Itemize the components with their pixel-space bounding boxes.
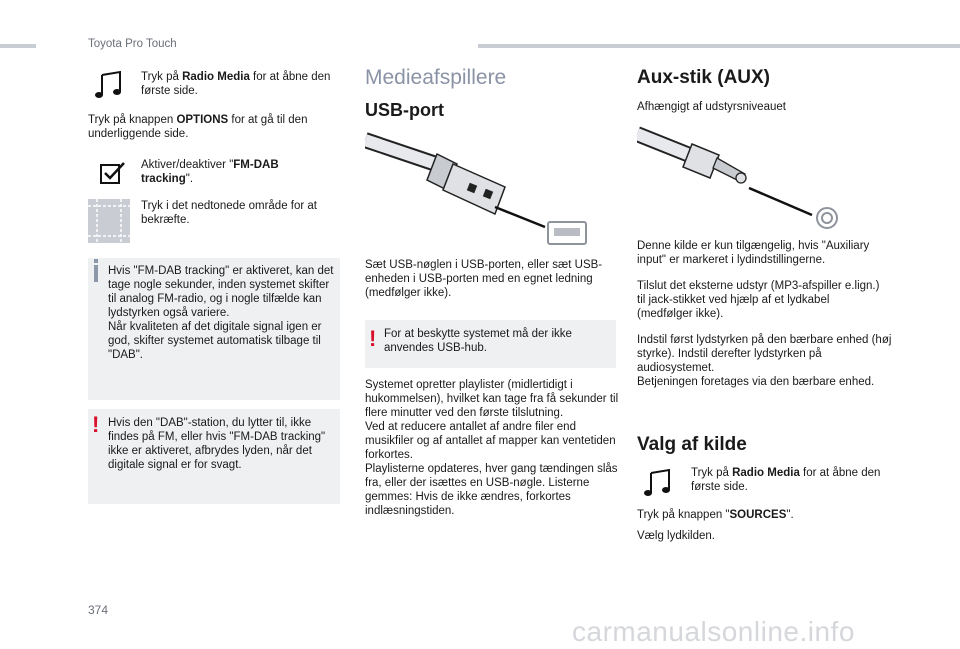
info-text: Hvis "FM-DAB tracking" er aktiveret, kan det tage nogle sekunder, inden systemet skifter til analog FM-radio, og i nogle tilfælde kan lydstyrken også variere. Når kvaliteten af det digitale signal igen er god, skifter systemet automatisk tilbage til "DAB". (108, 265, 334, 361)
watermark: carmanualsonline.info (572, 616, 855, 647)
source-step3: Vælg lydkilden. (637, 530, 715, 542)
aux-text1: Denne kilde er kun tilgængelig, hvis "Auxiliary input" er markeret i lydindstillingerne. (637, 240, 870, 266)
left-step2: Tryk på knappen OPTIONS for at gå til den underliggende side. (88, 114, 308, 140)
header-rule-right (478, 44, 960, 48)
usb-warning-icon: ! (369, 326, 377, 351)
header-rule-left (0, 44, 36, 48)
warning-icon: ! (92, 412, 100, 437)
music-note-icon (94, 70, 128, 100)
usb-subtitle: USB-port (365, 100, 444, 120)
source-title: Valg af kilde (637, 434, 747, 455)
aux-subtitle-text: Afhængigt af udstyrsniveauet (637, 101, 786, 113)
music-note-icon-2 (643, 468, 677, 498)
source-step2: Tryk på knappen "SOURCES". (637, 509, 794, 521)
left-step4: Tryk i det nedtonede område for at bekræfte. (141, 200, 318, 226)
usb-text2: Systemet opretter playlister (midlertidigt i hukommelsen), hvilket kan tage fra få sekunder til flere minutter ved den første tilslutning. Ved at reducere antallet af andre filer end musikfiler og af antallet af mapper kan ventetiden forkortes. Playlisterne opdateres, hver gang tændingen slås fra, eller der isættes en USB-nøgle. Listerne gemmes: Hvis de ikke ændres, forkortes indlæsningstiden. (365, 379, 619, 517)
info-icon-dot (94, 259, 98, 263)
media-title: Medieafspillere (365, 66, 507, 89)
aux-text2: Tilslut det eksterne udstyr (MP3-afspiller e.lign.) til jack-stikket ved hjælp af et lydkabel (medfølger ikke). (637, 280, 880, 320)
left-step3: Aktiver/deaktiver "FM-DAB tracking". (141, 159, 279, 185)
grayed-area-icon (88, 199, 130, 243)
usb-plug-illustration (365, 132, 590, 247)
checkbox-icon (100, 160, 124, 184)
page-number: 374 (88, 603, 109, 617)
aux-jack-illustration (637, 120, 847, 230)
warning-text: Hvis den "DAB"-station, du lytter til, ikke findes på FM, eller hvis "FM-DAB tracking" ikke er aktiveret, afbrydes lyden, når det digitale signal er for svagt. (108, 417, 326, 471)
left-step1: Tryk på Radio Media for at åbne den første side. (141, 71, 331, 97)
aux-title: Aux-stik (AUX) (637, 67, 771, 88)
aux-text3: Indstil først lydstyrken på den bærbare enhed (høj styrke). Indstil derefter lydstyrken på audiosystemet. Betjeningen foretages via den bærbare enhed. (637, 334, 892, 388)
header-title: Toyota Pro Touch (88, 38, 177, 50)
info-icon (94, 265, 98, 282)
source-step1: Tryk på Radio Media for at åbne den første side. (691, 467, 881, 493)
usb-text1: Sæt USB-nøglen i USB-porten, eller sæt USB-enheden i USB-porten med en egnet ledning (medfølger ikke). (365, 259, 603, 299)
usb-warning-text: For at beskytte systemet må der ikke anvendes USB-hub. (384, 328, 572, 354)
